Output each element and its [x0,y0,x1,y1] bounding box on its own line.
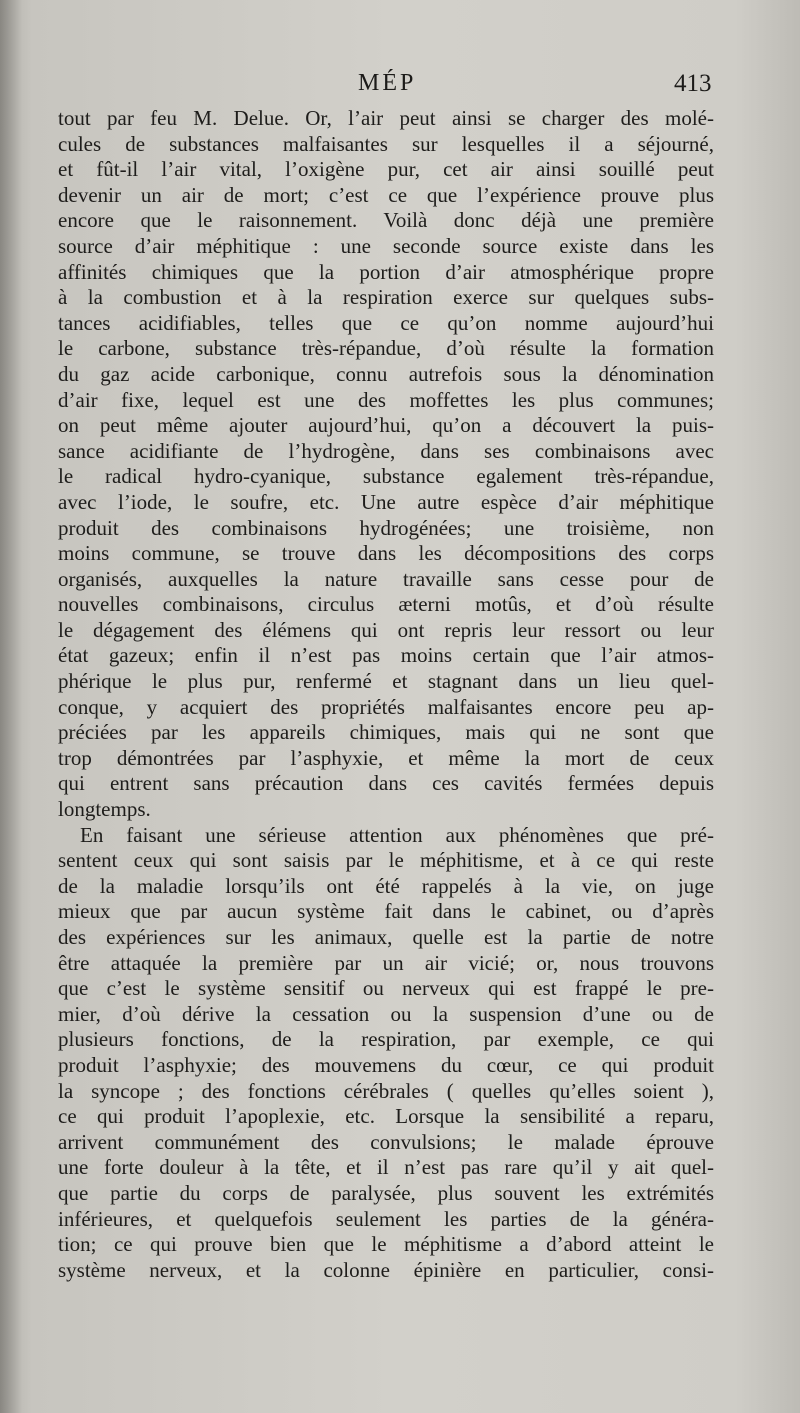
text-line: encore que le raisonnement. Voilà donc déjà une première [58,208,714,233]
text-line: arrivent communément des convulsions; le malade éprouve [58,1129,714,1154]
running-head: MÉP [358,70,417,96]
text-line: sance acidifiante de l’hydrogène, dans ses combinaisons avec [58,438,714,463]
text-line: produit l’asphyxie; des mouvemens du cœur, ce qui produit [58,1052,714,1077]
text-line: la syncope ; des fonctions cérébrales ( quelles qu’elles soient ), [58,1078,714,1103]
text-line: moins commune, se trouve dans les décompositions des corps [58,541,714,566]
text-line: affinités chimiques que la portion d’air atmosphérique propre [58,259,714,284]
text-line: tion; ce qui prouve bien que le méphitisme a d’abord atteint le [58,1232,714,1257]
text-line: on peut même ajouter aujourd’hui, qu’on a découvert la puis- [58,413,714,438]
text-line: ce qui produit l’apoplexie, etc. Lorsque la sensibilité a reparu, [58,1104,714,1129]
text-line: avec l’iode, le soufre, etc. Une autre espèce d’air méphitique [58,489,714,514]
text-line: tances acidifiables, telles que ce qu’on nomme aujourd’hui [58,310,714,335]
text-line: le radical hydro-cyanique, substance egalement très-répandue, [58,464,714,489]
text-line: du gaz acide carbonique, connu autrefois sous la dénomination [58,361,714,386]
text-line: que c’est le système sensitif ou nerveux qui est frappé le pre- [58,976,714,1001]
text-line: système nerveux, et la colonne épinière en particulier, consi- [58,1257,714,1282]
text-line: plusieurs fonctions, de la respiration, par exemple, ce qui [58,1027,714,1052]
text-line: phérique le plus pur, renfermé et stagnant dans un lieu quel- [58,669,714,694]
text-line: cules de substances malfaisantes sur lesquelles il a séjourné, [58,131,714,156]
text-line: devenir un air de mort; c’est ce que l’expérience prouve plus [58,182,714,207]
text-line: produit des combinaisons hydrogénées; une troisième, non [58,515,714,540]
text-line: à la combustion et à la respiration exerce sur quelques subs- [58,285,714,310]
body-text [58,106,714,1283]
text-line: trop démontrées par l’asphyxie, et même la mort de ceux [58,745,714,770]
text-line: une forte douleur à la tête, et il n’est pas rare qu’il y ait quel- [58,1155,714,1180]
text-line: longtemps. [58,797,151,822]
text-line: tout par feu M. Delue. Or, l’air peut ainsi se charger des molé- [58,106,714,130]
text-line: préciées par les appareils chimiques, mais qui ne sont que [58,720,714,745]
text-line: état gazeux; enfin il n’est pas moins certain que l’air atmos- [58,643,714,668]
text-line: que partie du corps de paralysée, plus souvent les extrémités [58,1180,714,1205]
text-line: et fût-il l’air vital, l’oxigène pur, cet air ainsi souillé peut [58,157,714,182]
text-line: En faisant une sérieuse attention aux phénomènes que pré- [80,822,714,847]
text-line: inférieures, et quelquefois seulement les parties de la généra- [58,1206,714,1231]
page-header [0,70,800,104]
text-line: mieux que par aucun système fait dans le cabinet, ou d’après [58,899,714,924]
text-line: conque, y acquiert des propriétés malfaisantes encore peu ap- [58,694,714,719]
page-number: 413 [674,70,712,97]
text-line: sentent ceux qui sont saisis par le méphitisme, et à ce qui reste [58,848,714,873]
text-line: qui entrent sans précaution dans ces cavités fermées depuis [58,771,714,796]
text-line: mier, d’où dérive la cessation ou la suspension d’une ou de [58,1001,714,1026]
text-line: le carbone, substance très-répandue, d’où résulte la formation [58,336,714,361]
text-line: le dégagement des élémens qui ont repris leur ressort ou leur [58,617,714,642]
text-line: organisés, auxquelles la nature travaille sans cesse pour de [58,566,714,591]
text-line: nouvelles combinaisons, circulus æterni motûs, et d’où résulte [58,592,714,617]
text-line: être attaquée la première par un air vicié; or, nous trouvons [58,950,714,975]
text-line: source d’air méphitique : une seconde source existe dans les [58,233,714,258]
text-line: des expériences sur les animaux, quelle est la partie de notre [58,925,714,949]
text-line: de la maladie lorsqu’ils ont été rappelés à la vie, on juge [58,873,714,898]
text-line: d’air fixe, lequel est une des moffettes les plus communes; [58,387,714,412]
